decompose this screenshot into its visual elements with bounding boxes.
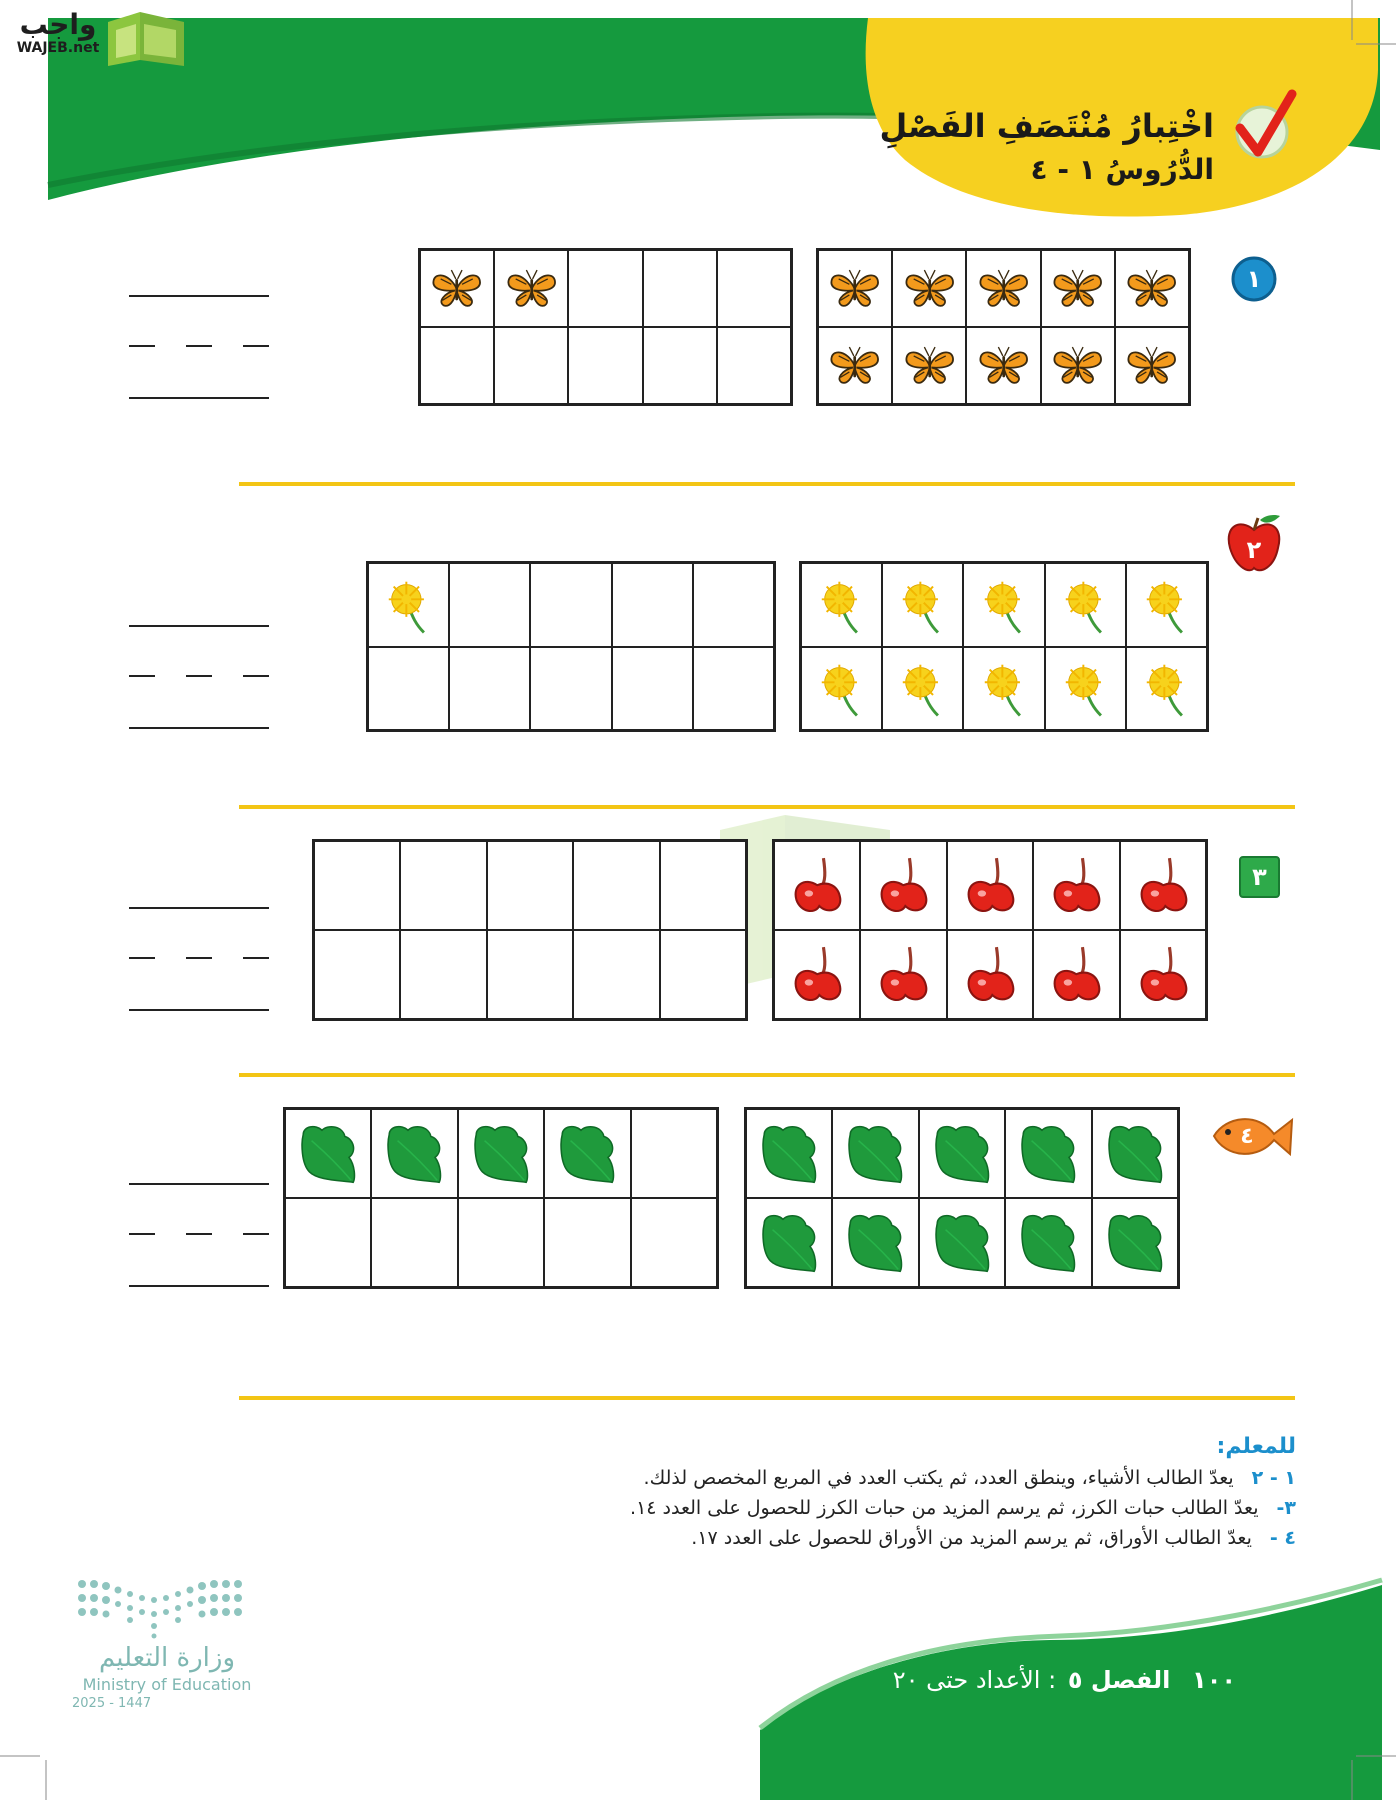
teacher-note-3-text: يعدّ الطالب الأوراق، ثم يرسم المزيد من الأوراق للحصول على العدد ١٧. bbox=[691, 1527, 1252, 1549]
cherry-icon bbox=[1034, 842, 1118, 929]
ten-frame-cell bbox=[1033, 930, 1119, 1019]
ten-frame-cell bbox=[1092, 1198, 1178, 1287]
q4-ten-frame-left bbox=[283, 1107, 719, 1289]
ten-frame-cell bbox=[801, 647, 882, 731]
ministry-year: 2025 - 1447 bbox=[72, 1696, 152, 1711]
question-number-3: ٣ bbox=[1252, 863, 1267, 891]
ten-frame-cell bbox=[919, 1109, 1005, 1198]
leaf-icon bbox=[833, 1199, 917, 1286]
ministry-name-en: Ministry of Education bbox=[82, 1675, 252, 1694]
chapter-title: : الأعداد حتى ٢٠ bbox=[892, 1666, 1057, 1694]
ten-frame-cell[interactable] bbox=[660, 930, 746, 1019]
teacher-note-1-num: ١ - ٢ bbox=[1251, 1467, 1296, 1489]
wajeb-logo-site: WAJEB.net bbox=[16, 40, 100, 56]
chapter-label: الفصل ٥ bbox=[1067, 1666, 1171, 1694]
ten-frame-cell bbox=[860, 930, 946, 1019]
ten-frame-cell bbox=[882, 563, 963, 647]
ten-frame-cell bbox=[818, 327, 892, 404]
ten-frame-cell[interactable] bbox=[544, 1198, 630, 1287]
ten-frame-cell[interactable] bbox=[612, 563, 693, 647]
cherry-icon bbox=[775, 931, 859, 1018]
ten-frame-cell[interactable] bbox=[494, 327, 568, 404]
cherry-icon bbox=[1121, 931, 1205, 1018]
ten-frame-cell bbox=[832, 1109, 918, 1198]
question-number-4: ٤ bbox=[1240, 1123, 1254, 1149]
butterfly-icon bbox=[421, 251, 493, 326]
ten-frame-cell[interactable] bbox=[631, 1198, 717, 1287]
teacher-notes-heading: للمعلم: bbox=[1216, 1434, 1296, 1459]
separator-3 bbox=[239, 1073, 1295, 1077]
ten-frame-cell[interactable] bbox=[371, 1198, 457, 1287]
flower-icon bbox=[802, 648, 881, 730]
teacher-note-2-text: يعدّ الطالب حبات الكرز، ثم يرسم المزيد من حبات الكرز للحصول على العدد ١٤. bbox=[630, 1497, 1259, 1519]
ten-frame-cell bbox=[746, 1198, 832, 1287]
ten-frame-cell bbox=[420, 250, 494, 327]
q3-ten-frame-left bbox=[312, 839, 748, 1021]
ten-frame-cell[interactable] bbox=[612, 647, 693, 731]
ten-frame-cell bbox=[285, 1109, 371, 1198]
ten-frame-cell[interactable] bbox=[449, 647, 530, 731]
butterfly-icon bbox=[1042, 328, 1114, 403]
ten-frame-cell bbox=[882, 647, 963, 731]
ten-frame-cell bbox=[1033, 841, 1119, 930]
butterfly-icon bbox=[967, 328, 1039, 403]
leaf-icon bbox=[1093, 1110, 1177, 1197]
ten-frame-cell bbox=[746, 1109, 832, 1198]
ten-frame-cell bbox=[966, 250, 1040, 327]
flower-icon bbox=[883, 648, 962, 730]
ten-frame-cell[interactable] bbox=[568, 327, 642, 404]
ten-frame-cell bbox=[801, 563, 882, 647]
ten-frame-cell bbox=[1041, 327, 1115, 404]
ten-frame-cell[interactable] bbox=[717, 250, 791, 327]
teacher-note-3 bbox=[496, 1527, 1296, 1549]
ten-frame-cell bbox=[1041, 250, 1115, 327]
leaf-icon bbox=[920, 1110, 1004, 1197]
question-number-2: ٢ bbox=[1246, 536, 1262, 564]
flower-icon bbox=[1046, 564, 1125, 646]
q1-ten-frame-left bbox=[418, 248, 793, 406]
ten-frame-cell bbox=[774, 841, 860, 930]
wajeb-logo-brand: واجب bbox=[19, 8, 97, 41]
ten-frame-cell[interactable] bbox=[643, 250, 717, 327]
teacher-notes bbox=[496, 1434, 1296, 1557]
ten-frame-cell bbox=[1005, 1198, 1091, 1287]
ten-frame-cell[interactable] bbox=[568, 250, 642, 327]
teacher-note-2-num: ٣- bbox=[1276, 1497, 1296, 1519]
ten-frame-cell[interactable] bbox=[400, 841, 486, 930]
ten-frame-cell bbox=[1126, 647, 1207, 731]
ten-frame-cell[interactable] bbox=[693, 563, 774, 647]
ten-frame-cell[interactable] bbox=[449, 563, 530, 647]
ten-frame-cell bbox=[892, 327, 966, 404]
ten-frame-cell[interactable] bbox=[717, 327, 791, 404]
teacher-note-3-num: ٤ - bbox=[1269, 1527, 1296, 1549]
ten-frame-cell bbox=[544, 1109, 630, 1198]
butterfly-icon bbox=[893, 251, 965, 326]
ten-frame-cell[interactable] bbox=[660, 841, 746, 930]
separator-4 bbox=[239, 1396, 1295, 1400]
butterfly-icon bbox=[967, 251, 1039, 326]
separator-1 bbox=[239, 482, 1295, 486]
ten-frame-cell bbox=[966, 327, 1040, 404]
butterfly-icon bbox=[893, 328, 965, 403]
butterfly-icon bbox=[1042, 251, 1114, 326]
ten-frame-cell bbox=[368, 563, 449, 647]
ministry-name-ar: وزارة التعليم bbox=[98, 1643, 236, 1673]
ten-frame-cell[interactable] bbox=[314, 841, 400, 930]
q4-ten-frame-right bbox=[744, 1107, 1180, 1289]
leaf-icon bbox=[747, 1110, 831, 1197]
ten-frame-cell bbox=[860, 841, 946, 930]
butterfly-icon bbox=[819, 328, 891, 403]
teacher-note-1 bbox=[496, 1467, 1296, 1489]
flower-icon bbox=[1127, 564, 1206, 646]
ten-frame-cell bbox=[1115, 327, 1189, 404]
ten-frame-cell bbox=[947, 841, 1033, 930]
flower-icon bbox=[369, 564, 448, 646]
butterfly-icon bbox=[1116, 328, 1188, 403]
ten-frame-cell bbox=[1126, 563, 1207, 647]
ten-frame-cell bbox=[458, 1109, 544, 1198]
ten-frame-cell bbox=[1092, 1109, 1178, 1198]
butterfly-icon bbox=[819, 251, 891, 326]
ten-frame-cell bbox=[1045, 563, 1126, 647]
leaf-icon bbox=[1006, 1110, 1090, 1197]
cherry-icon bbox=[1121, 842, 1205, 929]
ten-frame-cell bbox=[494, 250, 568, 327]
teacher-note-1-text: يعدّ الطالب الأشياء، وينطق العدد، ثم يكتب العدد في المربع المخصص لذلك. bbox=[643, 1467, 1234, 1489]
q2-ten-frame-right bbox=[799, 561, 1209, 732]
flower-icon bbox=[1127, 648, 1206, 730]
butterfly-icon bbox=[495, 251, 567, 326]
ten-frame-cell bbox=[371, 1109, 457, 1198]
ten-frame-cell[interactable] bbox=[530, 647, 611, 731]
ten-frame-cell[interactable] bbox=[693, 647, 774, 731]
ten-frame-cell[interactable] bbox=[420, 327, 494, 404]
ten-frame-cell[interactable] bbox=[487, 841, 573, 930]
teacher-note-2 bbox=[496, 1497, 1296, 1519]
leaf-icon bbox=[459, 1110, 543, 1197]
ten-frame-cell[interactable] bbox=[285, 1198, 371, 1287]
leaf-icon bbox=[920, 1199, 1004, 1286]
leaf-icon bbox=[286, 1110, 370, 1197]
page-subtitle: الدُّرُوسُ ١ - ٤ bbox=[1030, 153, 1214, 186]
ten-frame-cell[interactable] bbox=[530, 563, 611, 647]
ten-frame-cell bbox=[1120, 841, 1206, 930]
ten-frame-cell[interactable] bbox=[573, 841, 659, 930]
ten-frame-cell[interactable] bbox=[573, 930, 659, 1019]
ten-frame-cell bbox=[963, 563, 1044, 647]
cherry-icon bbox=[1034, 931, 1118, 1018]
butterfly-icon bbox=[1116, 251, 1188, 326]
separator-2 bbox=[239, 805, 1295, 809]
ten-frame-cell bbox=[947, 930, 1033, 1019]
flower-icon bbox=[1046, 648, 1125, 730]
ten-frame-cell[interactable] bbox=[368, 647, 449, 731]
leaf-icon bbox=[1093, 1199, 1177, 1286]
q2-ten-frame-left bbox=[366, 561, 776, 732]
page-title: اخْتِبارُ مُنْتَصَفِ الفَصْلِ bbox=[879, 107, 1214, 145]
ten-frame-cell bbox=[818, 250, 892, 327]
flower-icon bbox=[964, 648, 1043, 730]
cherry-icon bbox=[948, 931, 1032, 1018]
wajeb-logo bbox=[10, 10, 106, 56]
flower-icon bbox=[964, 564, 1043, 646]
ten-frame-cell[interactable] bbox=[643, 327, 717, 404]
cherry-icon bbox=[861, 842, 945, 929]
ministry-logo bbox=[72, 1582, 262, 1712]
ten-frame-cell bbox=[963, 647, 1044, 731]
ten-frame-cell bbox=[832, 1198, 918, 1287]
ten-frame-cell[interactable] bbox=[631, 1109, 717, 1198]
cherry-icon bbox=[948, 842, 1032, 929]
flower-icon bbox=[802, 564, 881, 646]
ten-frame-cell bbox=[1120, 930, 1206, 1019]
leaf-icon bbox=[833, 1110, 917, 1197]
page-footer bbox=[893, 1666, 1236, 1694]
leaf-icon bbox=[747, 1199, 831, 1286]
ten-frame-cell bbox=[1045, 647, 1126, 731]
page-number: ١٠٠ bbox=[1192, 1666, 1236, 1694]
ten-frame-cell bbox=[1005, 1109, 1091, 1198]
wajeb-logo-book-icon bbox=[108, 12, 184, 66]
leaf-icon bbox=[545, 1110, 629, 1197]
ten-frame-cell[interactable] bbox=[400, 930, 486, 1019]
ten-frame-cell bbox=[919, 1198, 1005, 1287]
ten-frame-cell bbox=[1115, 250, 1189, 327]
ten-frame-cell bbox=[774, 930, 860, 1019]
ten-frame-cell[interactable] bbox=[314, 930, 400, 1019]
flower-icon bbox=[883, 564, 962, 646]
leaf-icon bbox=[372, 1110, 456, 1197]
ten-frame-cell bbox=[892, 250, 966, 327]
q3-ten-frame-right bbox=[772, 839, 1208, 1021]
cherry-icon bbox=[775, 842, 859, 929]
q1-ten-frame-right bbox=[816, 248, 1191, 406]
leaf-icon bbox=[1006, 1199, 1090, 1286]
ten-frame-cell[interactable] bbox=[458, 1198, 544, 1287]
ten-frame-cell[interactable] bbox=[487, 930, 573, 1019]
cherry-icon bbox=[861, 931, 945, 1018]
question-number-1: ١ bbox=[1246, 265, 1262, 293]
